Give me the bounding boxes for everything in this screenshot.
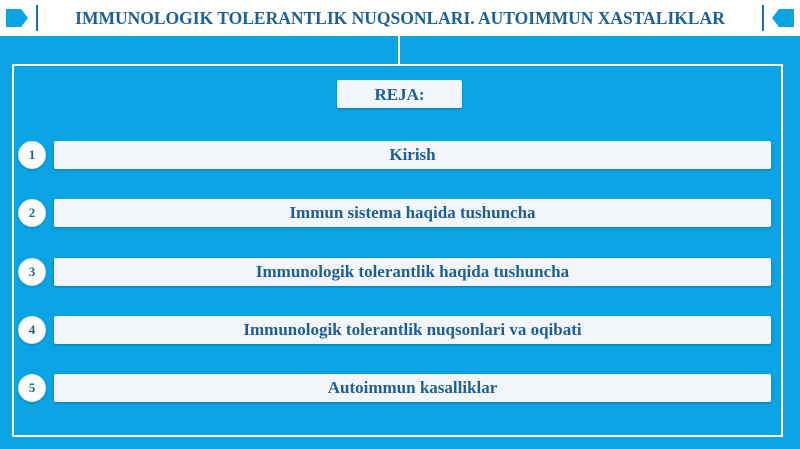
plan-item [18, 258, 771, 286]
page-title: IMMUNOLOGIK TOLERANTLIK NUQSONLARI. AUTOIMMUN XASTALIKLAR [75, 8, 725, 28]
arrow-left-icon [770, 6, 796, 30]
plan-item [18, 374, 771, 402]
plan-item-number: 3 [18, 258, 46, 286]
header-bar [0, 0, 800, 36]
plan-item-label: Immun sistema haqida tushuncha [54, 199, 771, 227]
connector-line [398, 36, 400, 65]
plan-item-number: 5 [18, 374, 46, 402]
plan-item-label: Kirish [54, 141, 771, 169]
plan-item-label: Immunologik tolerantlik haqida tushuncha [54, 258, 771, 286]
plan-item-number: 2 [18, 199, 46, 227]
plan-item [18, 199, 771, 227]
arrow-right-icon [4, 6, 30, 30]
plan-heading: REJA: [337, 80, 462, 108]
header-divider-left [36, 5, 38, 31]
plan-item-number: 4 [18, 316, 46, 344]
plan-item-number: 1 [18, 141, 46, 169]
header-divider-right [762, 5, 764, 31]
plan-item [18, 141, 771, 169]
plan-item [18, 316, 771, 344]
plan-item-label: Immunologik tolerantlik nuqsonlari va oqibati [54, 316, 771, 344]
plan-item-label: Autoimmun kasalliklar [54, 374, 771, 402]
